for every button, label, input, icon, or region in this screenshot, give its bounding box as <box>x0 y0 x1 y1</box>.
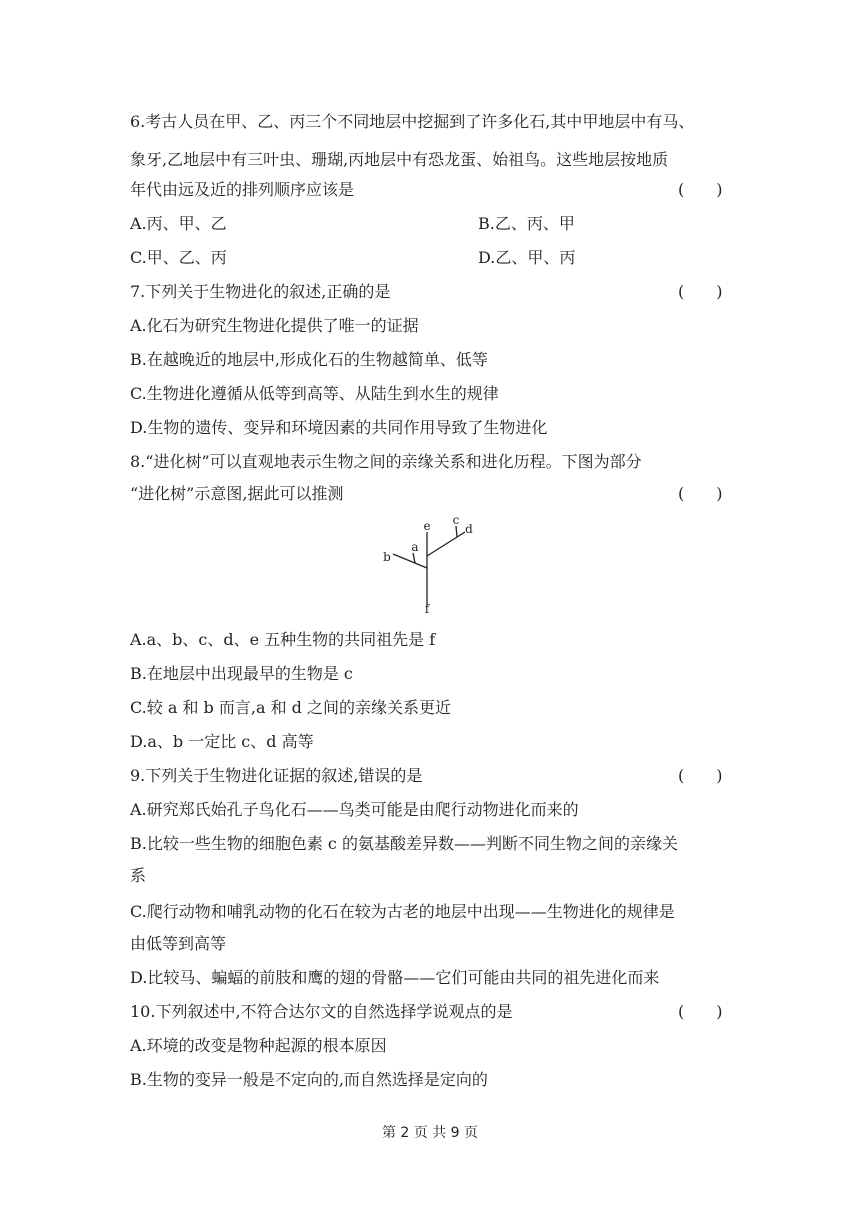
q8-stem-line2: “进化树”示意图,据此可以推测 <box>130 484 344 503</box>
q7-option-c: C.生物进化遵循从低等到高等、从陆生到水生的规律 <box>130 384 499 403</box>
q7-option-d: D.生物的遗传、变异和环境因素的共同作用导致了生物进化 <box>130 418 548 437</box>
q6-option-d: D.乙、甲、丙 <box>478 248 576 267</box>
tree-branch-b <box>393 554 427 568</box>
q8-stem-line1: 8.“进化树”可以直观地表示生物之间的亲缘关系和进化历程。下图为部分 <box>130 452 642 471</box>
q9-option-d: D.比较马、蝙蝠的前肢和鹰的翅的骨骼——它们可能由共同的祖先进化而来 <box>130 968 660 987</box>
tree-label-d: d <box>465 522 473 536</box>
q10-option-b: B.生物的变异一般是不定向的,而自然选择是定向的 <box>130 1070 488 1089</box>
q8-option-a: A.a、b、c、d、e 五种生物的共同祖先是 f <box>130 630 436 649</box>
q8-option-b: B.在地层中出现最早的生物是 c <box>130 664 353 683</box>
q9-option-c-line1: C.爬行动物和哺乳动物的化石在较为古老的地层中出现——生物进化的规律是 <box>130 902 675 921</box>
evolution-tree-diagram <box>376 516 480 616</box>
q8-option-d: D.a、b 一定比 c、d 高等 <box>130 732 314 751</box>
q7-stem: 7.下列关于生物进化的叙述,正确的是 <box>130 282 391 301</box>
q10-answer-paren: ( ) <box>678 1002 723 1021</box>
q10-stem: 10.下列叙述中,不符合达尔文的自然选择学说观点的是 <box>130 1002 513 1021</box>
q9-option-a: A.研究郑氏始孔子鸟化石——鸟类可能是由爬行动物进化而来的 <box>130 800 579 819</box>
tree-branch-cd <box>427 532 465 556</box>
q9-option-b-line2: 系 <box>130 866 147 885</box>
q6-option-a: A.丙、甲、乙 <box>130 214 227 233</box>
q6-stem-line1: 6.考古人员在甲、乙、丙三个不同地层中挖掘到了许多化石,其中甲地层中有马、 <box>130 112 695 131</box>
q10-option-a: A.环境的改变是物种起源的根本原因 <box>130 1036 387 1055</box>
tree-label-f: f <box>424 602 430 616</box>
tree-label-c: c <box>452 516 460 527</box>
q6-option-c: C.甲、乙、丙 <box>130 248 227 267</box>
q6-stem-line3: 年代由远及近的排列顺序应该是 <box>130 180 355 199</box>
q8-option-c: C.较 a 和 b 而言,a 和 d 之间的亲缘关系更近 <box>130 698 452 717</box>
q9-answer-paren: ( ) <box>678 766 723 785</box>
q6-answer-paren: ( ) <box>678 180 723 199</box>
q8-answer-paren: ( ) <box>678 484 723 503</box>
q7-option-b: B.在越晚近的地层中,形成化石的生物越简单、低等 <box>130 350 488 369</box>
q7-option-a: A.化石为研究生物进化提供了唯一的证据 <box>130 316 419 335</box>
q9-stem: 9.下列关于生物进化证据的叙述,错误的是 <box>130 766 423 785</box>
q9-option-c-line2: 由低等到高等 <box>130 934 227 953</box>
page-number-footer: 第 2 页 共 9 页 <box>381 1125 479 1141</box>
q7-answer-paren: ( ) <box>678 282 723 301</box>
tree-branch-a <box>413 553 415 563</box>
q6-option-b: B.乙、丙、甲 <box>478 214 575 233</box>
tree-label-e: e <box>423 519 431 533</box>
tree-label-b: b <box>383 550 391 564</box>
tree-branch-c <box>456 526 457 537</box>
q9-option-b-line1: B.比较一些生物的细胞色素 c 的氨基酸差异数——判断不同生物之间的亲缘关 <box>130 834 678 853</box>
tree-label-a: a <box>411 540 419 554</box>
q6-stem-line2: 象牙,乙地层中有三叶虫、珊瑚,丙地层中有恐龙蛋、始祖鸟。这些地层按地质 <box>130 150 669 169</box>
